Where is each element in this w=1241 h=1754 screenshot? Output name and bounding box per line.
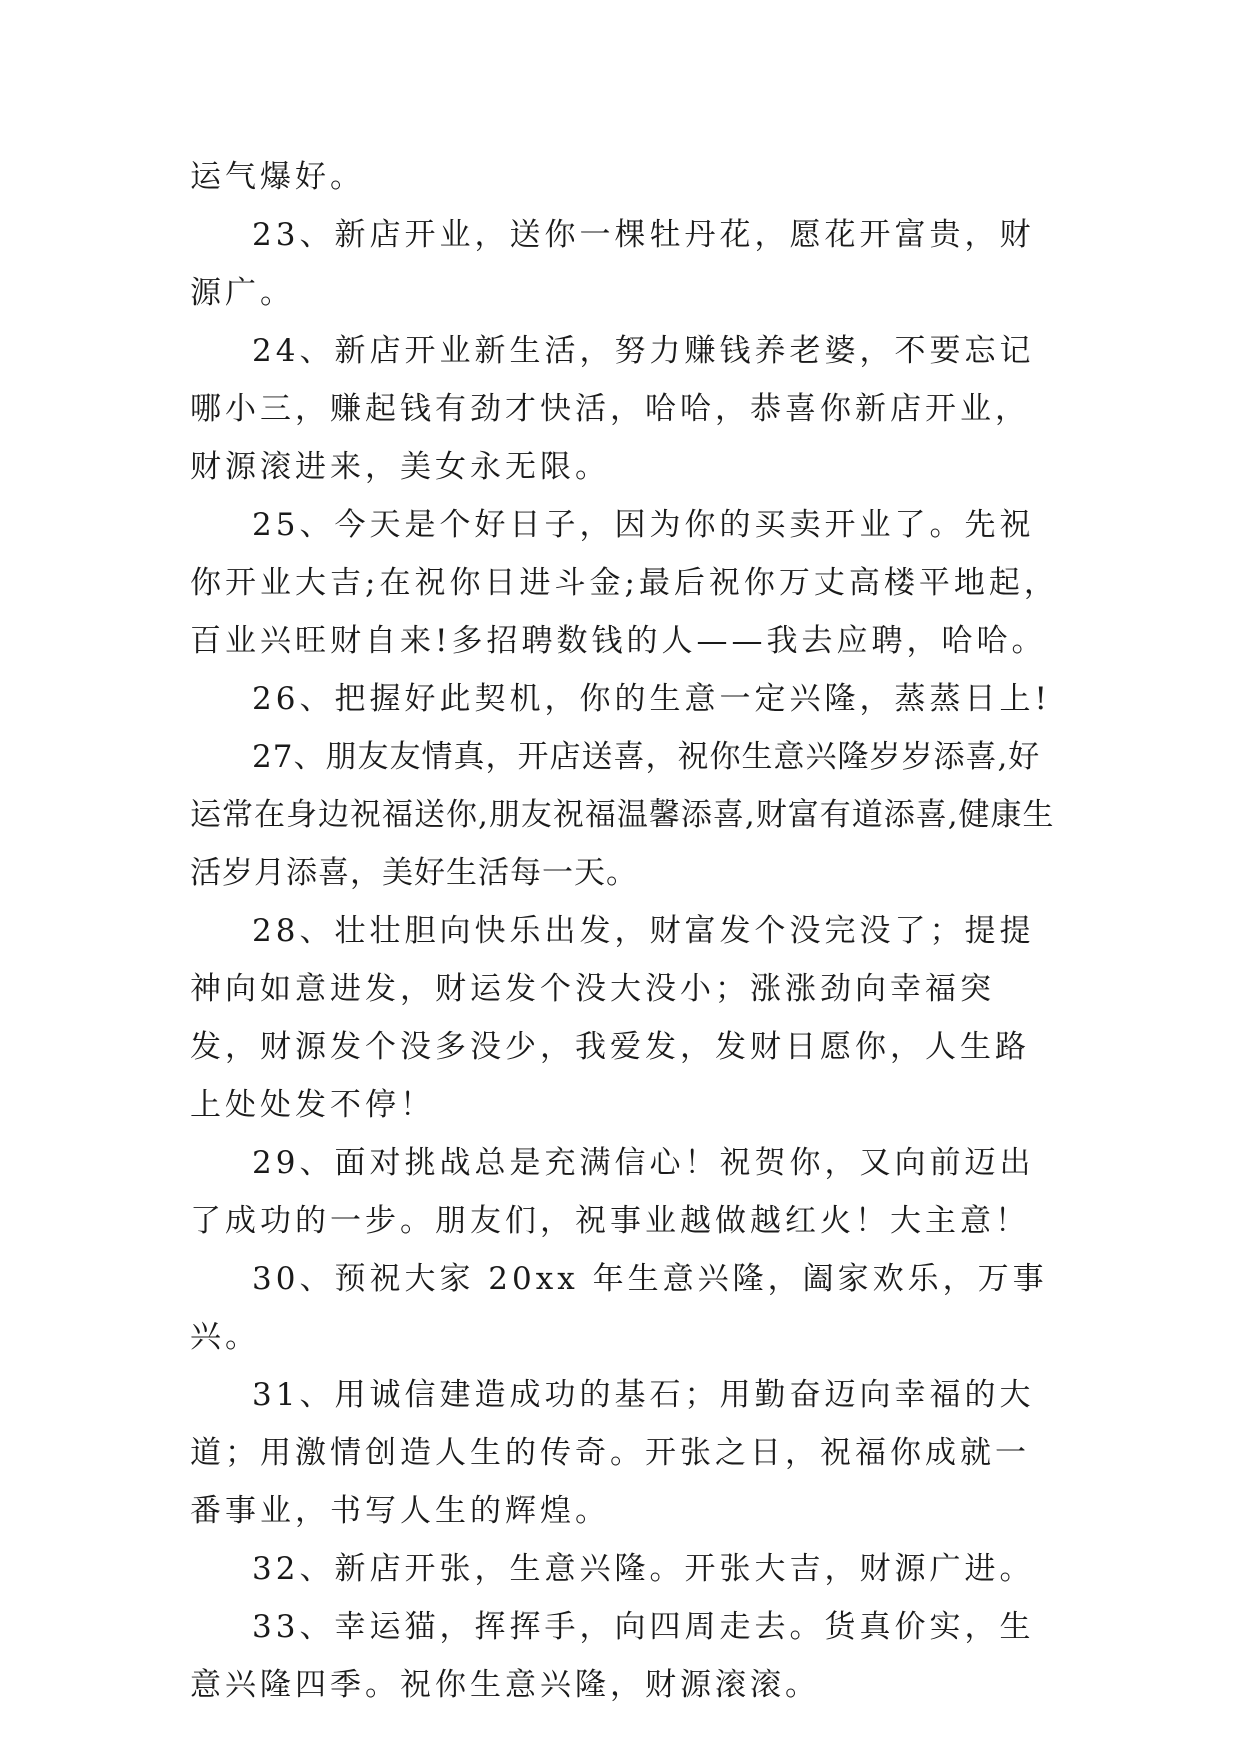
paragraph-continuation: 运气爆好。 <box>190 159 365 195</box>
paragraph-32: 32、新店开张，生意兴隆。开张大吉，财源广进。 <box>252 1551 1035 1587</box>
paragraph-29: 29、面对挑战总是充满信心！祝贺你，又向前迈出了成功的一步。朋友们，祝事业越做越红火！大主意！ <box>190 1145 1035 1239</box>
paragraph-25: 25、今天是个好日子，因为你的买卖开业了。先祝你开业大吉;在祝你日进斗金;最后祝你万丈高楼平地起，百业兴旺财自来!多招聘数钱的人——我去应聘，哈哈。 <box>190 507 1059 659</box>
paragraph-33: 33、幸运猫，挥挥手，向四周走去。货真价实，生意兴隆四季。祝你生意兴隆，财源滚滚。 <box>190 1609 1035 1703</box>
paragraph-31: 31、用诚信建造成功的基石；用勤奋迈向幸福的大道；用激情创造人生的传奇。开张之日，祝福你成就一番事业，书写人生的辉煌。 <box>190 1377 1035 1529</box>
paragraph-23: 23、新店开业，送你一棵牡丹花，愿花开富贵，财源广。 <box>190 217 1035 311</box>
paragraph-30: 30、预祝大家 20xx 年生意兴隆，阖家欢乐，万事兴。 <box>190 1261 1048 1355</box>
paragraph-27: 27、朋友友情真，开店送喜，祝你生意兴隆岁岁添喜,好运常在身边祝福送你,朋友祝福温馨添喜,财富有道添喜,健康生活岁月添喜，美好生活每一天。 <box>190 739 1055 891</box>
paragraph-26: 26、把握好此契机，你的生意一定兴隆，蒸蒸日上! <box>252 681 1051 717</box>
paragraph-28: 28、壮壮胆向快乐出发，财富发个没完没了；提提神向如意进发，财运发个没大没小；涨涨劲向幸福突发，财源发个没多没少，我爱发，发财日愿你，人生路上处处发不停！ <box>190 913 1035 1123</box>
document-body <box>190 148 1060 1714</box>
paragraph-24: 24、新店开业新生活，努力赚钱养老婆，不要忘记哪小三，赚起钱有劲才快活，哈哈，恭喜你新店开业，财源滚进来，美女永无限。 <box>190 333 1035 485</box>
